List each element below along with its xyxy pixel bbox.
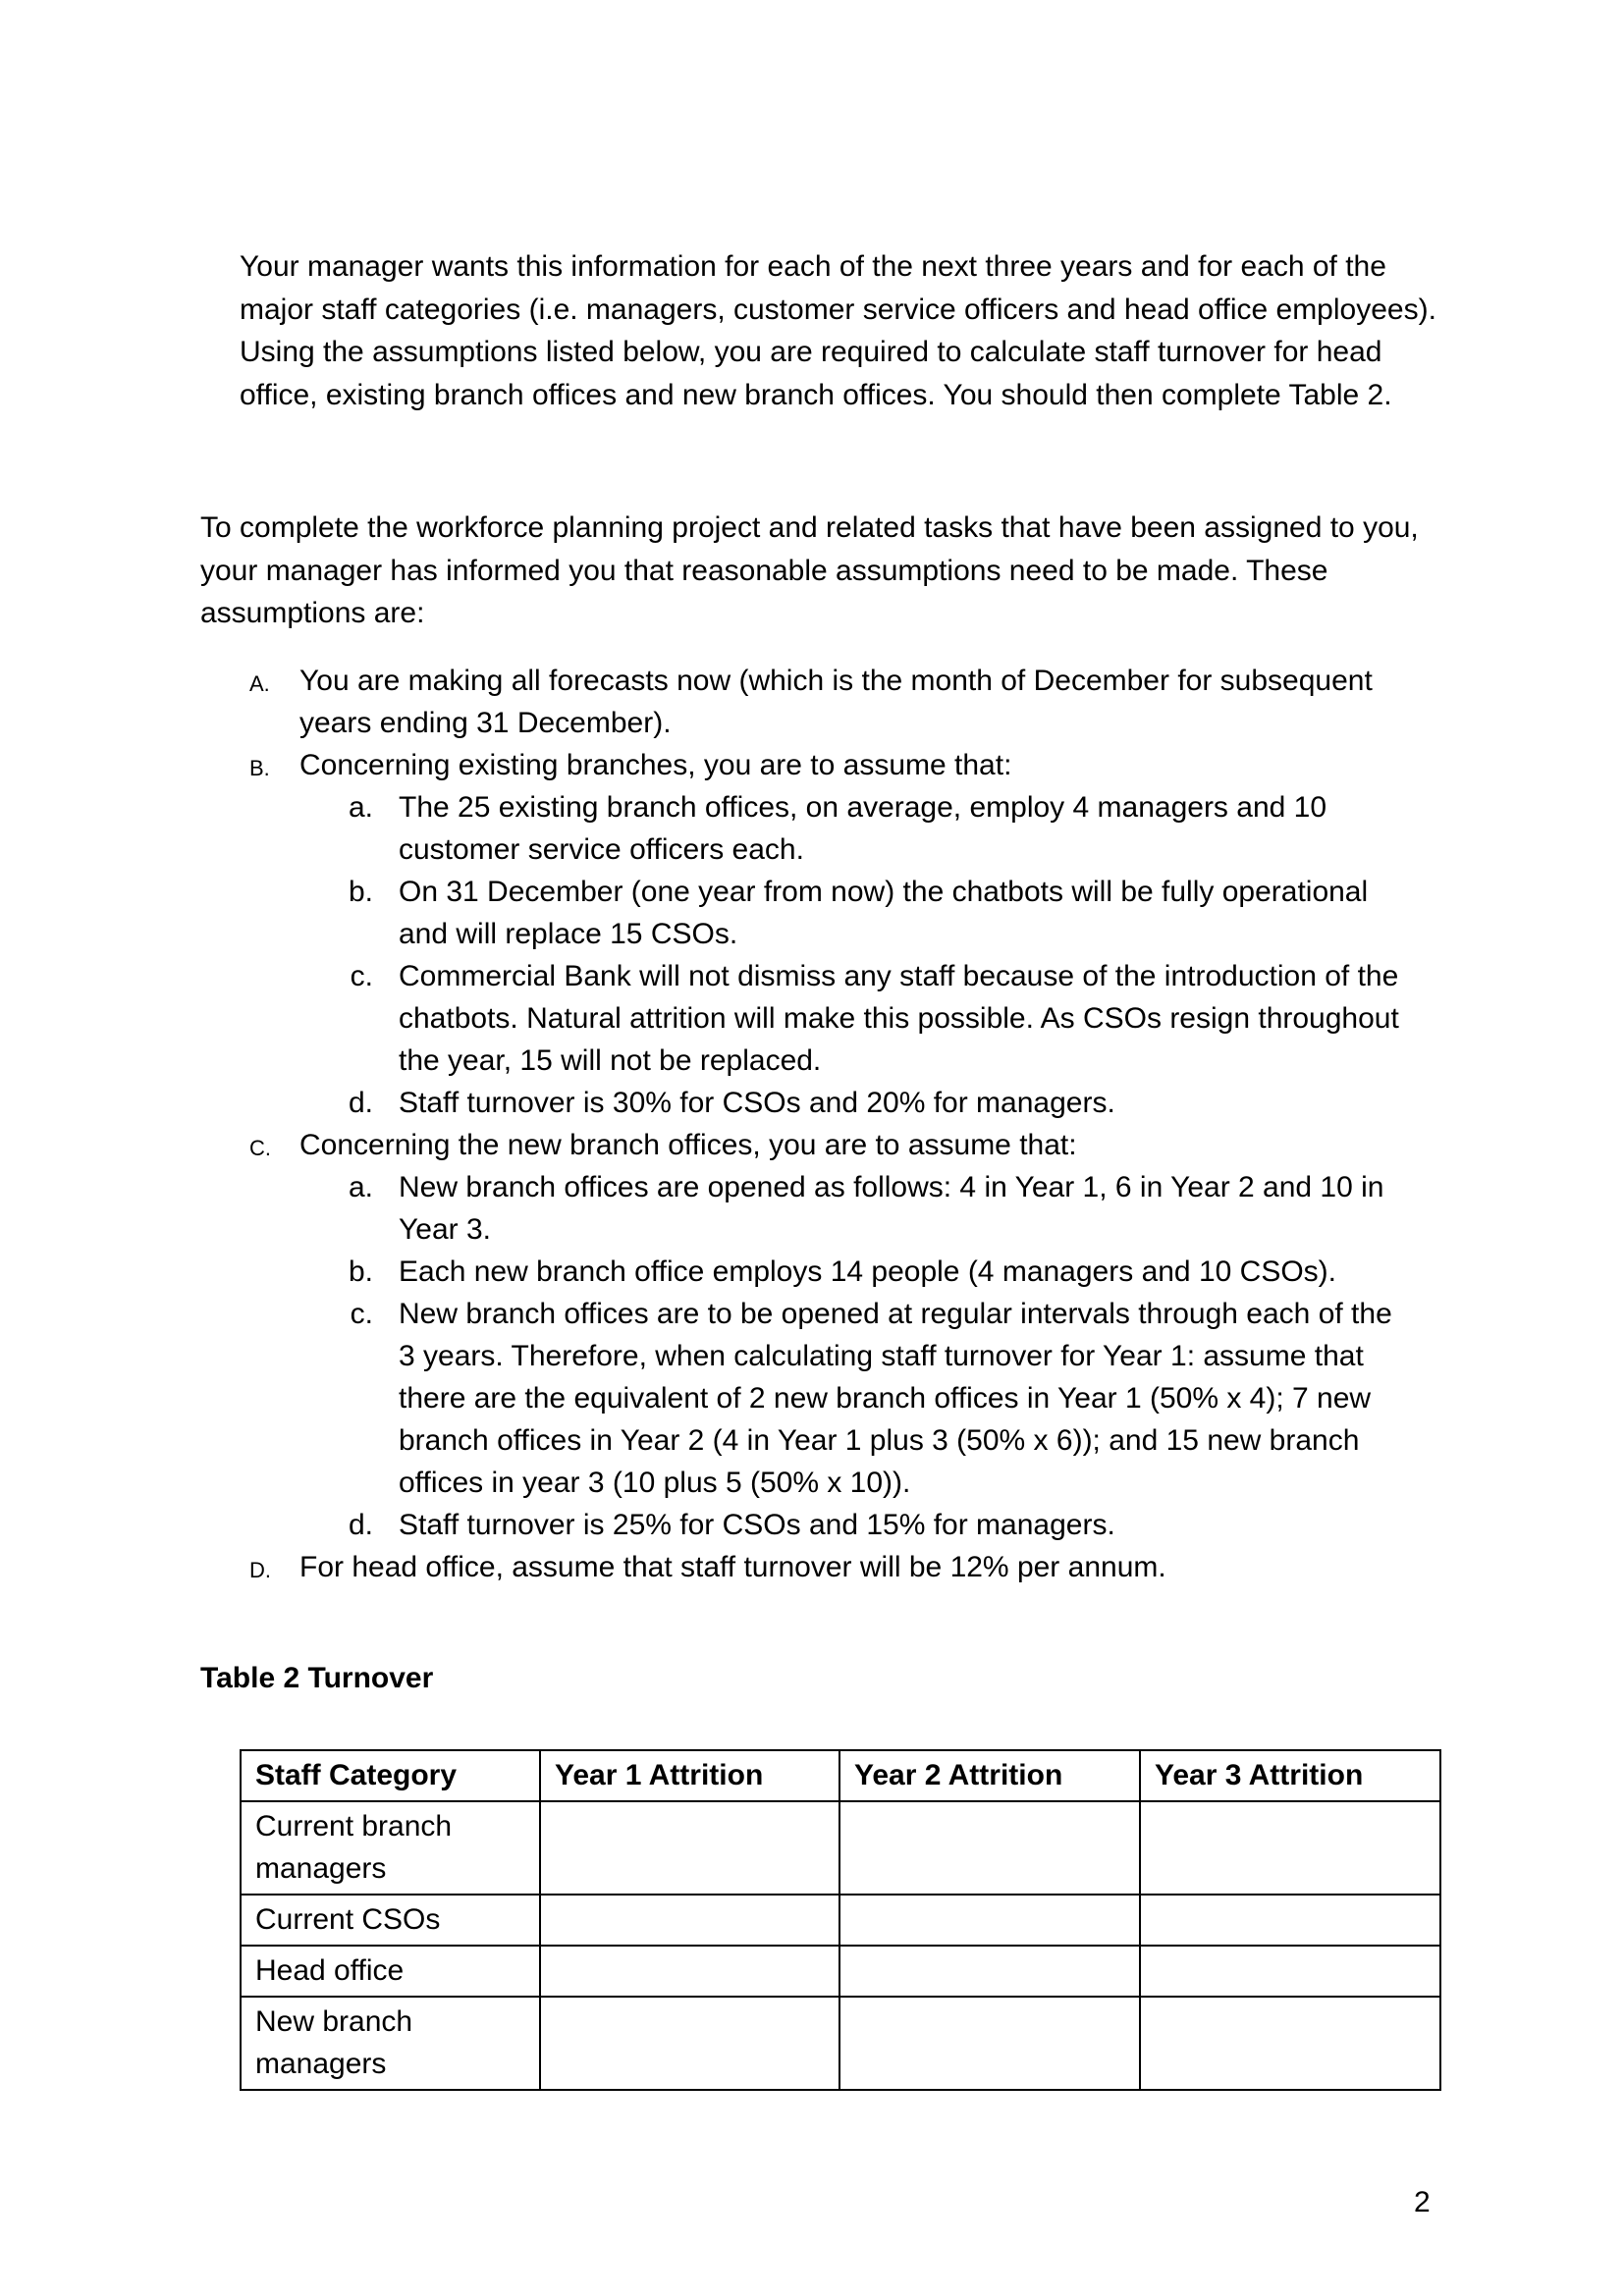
year-1-cell[interactable] bbox=[540, 1895, 839, 1946]
category-line: Current branch bbox=[255, 1810, 453, 1842]
category-line: managers bbox=[255, 1852, 387, 1885]
sub-list-marker: b. bbox=[348, 876, 373, 908]
sub-list-item-text: Year 3. bbox=[399, 1213, 491, 1246]
sub-list-marker: c. bbox=[350, 1298, 373, 1330]
header-year-2-attrition: Year 2 Attrition bbox=[839, 1750, 1140, 1801]
sub-list-item-text: chatbots. Natural attrition will make this possible. As CSOs resign throughout bbox=[399, 1002, 1399, 1035]
sub-list-item-text: Commercial Bank will not dismiss any staff because of the introduction of the bbox=[399, 960, 1399, 992]
page-number: 2 bbox=[1414, 2186, 1431, 2218]
category-cell bbox=[241, 1946, 540, 1997]
sub-list-item-text: The 25 existing branch offices, on average, employ 4 managers and 10 bbox=[399, 791, 1327, 824]
sub-list-marker: a. bbox=[348, 1171, 373, 1203]
header-year-1-attrition: Year 1 Attrition bbox=[540, 1750, 839, 1801]
year-1-cell[interactable] bbox=[540, 1801, 839, 1895]
category-cell bbox=[241, 1895, 540, 1946]
sub-list-item-text: New branch offices are to be opened at regular intervals through each of the bbox=[399, 1298, 1392, 1330]
list-item-text: For head office, assume that staff turnover will be 12% per annum. bbox=[299, 1551, 1166, 1583]
category-line: managers bbox=[255, 2048, 387, 2080]
sub-list-marker: c. bbox=[350, 960, 373, 992]
category-cell bbox=[241, 1997, 540, 2090]
year-1-cell[interactable] bbox=[540, 1946, 839, 1997]
year-3-cell[interactable] bbox=[1140, 1801, 1440, 1895]
year-3-cell[interactable] bbox=[1140, 1895, 1440, 1946]
sub-list-marker: a. bbox=[348, 791, 373, 824]
year-2-cell[interactable] bbox=[839, 1997, 1140, 2090]
list-item-text: Concerning the new branch offices, you are to assume that: bbox=[299, 1129, 1077, 1161]
year-3-cell[interactable] bbox=[1140, 1946, 1440, 1997]
category-line: Head office bbox=[255, 1954, 405, 1987]
sub-list-item-text: Staff turnover is 25% for CSOs and 15% for managers. bbox=[399, 1509, 1115, 1541]
sub-list-item-text: New branch offices are opened as follows: 4 in Year 1, 6 in Year 2 and 10 in bbox=[399, 1171, 1384, 1203]
category-line: New branch bbox=[255, 2005, 413, 2038]
sub-list-item-text: and will replace 15 CSOs. bbox=[399, 918, 738, 950]
table-row bbox=[241, 1946, 1440, 1997]
sub-list-item-text: there are the equivalent of 2 new branch offices in Year 1 (50% x 4); 7 new bbox=[399, 1382, 1372, 1415]
intro-paragraph: Your manager wants this information for each of the next three years and for each of the major staff categories (i.e. managers, customer service officers and head office employees). Using the assumptions listed below, you are required to calculate staff turnover for head office, existing branch offices and new branch offices. You should then complete Table 2. bbox=[240, 250, 1436, 411]
table-row bbox=[241, 1801, 1440, 1895]
table-row bbox=[241, 1997, 1440, 2090]
year-2-cell[interactable] bbox=[839, 1946, 1140, 1997]
sub-list-item-text: the year, 15 will not be replaced. bbox=[399, 1044, 822, 1077]
sub-list-item-text: customer service officers each. bbox=[399, 833, 804, 866]
sub-list-item-text: branch offices in Year 2 (4 in Year 1 plus 3 (50% x 6)); and 15 new branch bbox=[399, 1424, 1360, 1457]
header-year-3-attrition: Year 3 Attrition bbox=[1140, 1750, 1440, 1801]
table-title: Table 2 Turnover bbox=[200, 1662, 434, 1694]
sub-list-marker: b. bbox=[348, 1255, 373, 1288]
year-2-cell[interactable] bbox=[839, 1895, 1140, 1946]
sub-list-marker: d. bbox=[348, 1087, 373, 1119]
year-1-cell[interactable] bbox=[540, 1997, 839, 2090]
year-3-cell[interactable] bbox=[1140, 1997, 1440, 2090]
category-line: Current CSOs bbox=[255, 1903, 441, 1936]
sub-list-item-text: 3 years. Therefore, when calculating staff turnover for Year 1: assume that bbox=[399, 1340, 1364, 1372]
turnover-table bbox=[240, 1749, 1441, 2091]
year-2-cell[interactable] bbox=[839, 1801, 1140, 1895]
table-header-row bbox=[241, 1750, 1440, 1801]
assumptions-intro-paragraph: To complete the workforce planning project and related tasks that have been assigned to you, your manager has informed you that reasonable assumptions need to be made. These assumptions are: bbox=[200, 511, 1419, 629]
list-marker: A. bbox=[249, 671, 270, 696]
sub-list-item-text: offices in year 3 (10 plus 5 (50% x 10)). bbox=[399, 1467, 911, 1499]
list-marker: B. bbox=[249, 756, 270, 780]
list-item-text: You are making all forecasts now (which is the month of December for subsequent bbox=[299, 665, 1373, 697]
list-marker: D. bbox=[249, 1558, 271, 1582]
list-item-text: Concerning existing branches, you are to assume that: bbox=[299, 749, 1012, 781]
table-row bbox=[241, 1895, 1440, 1946]
sub-list-item-text: Staff turnover is 30% for CSOs and 20% for managers. bbox=[399, 1087, 1115, 1119]
list-marker: C. bbox=[249, 1136, 271, 1160]
sub-list-marker: d. bbox=[348, 1509, 373, 1541]
list-item-text: years ending 31 December). bbox=[299, 707, 672, 739]
category-cell bbox=[241, 1801, 540, 1895]
header-staff-category: Staff Category bbox=[241, 1750, 540, 1801]
sub-list-item-text: On 31 December (one year from now) the chatbots will be fully operational bbox=[399, 876, 1369, 908]
sub-list-item-text: Each new branch office employs 14 people (4 managers and 10 CSOs). bbox=[399, 1255, 1336, 1288]
